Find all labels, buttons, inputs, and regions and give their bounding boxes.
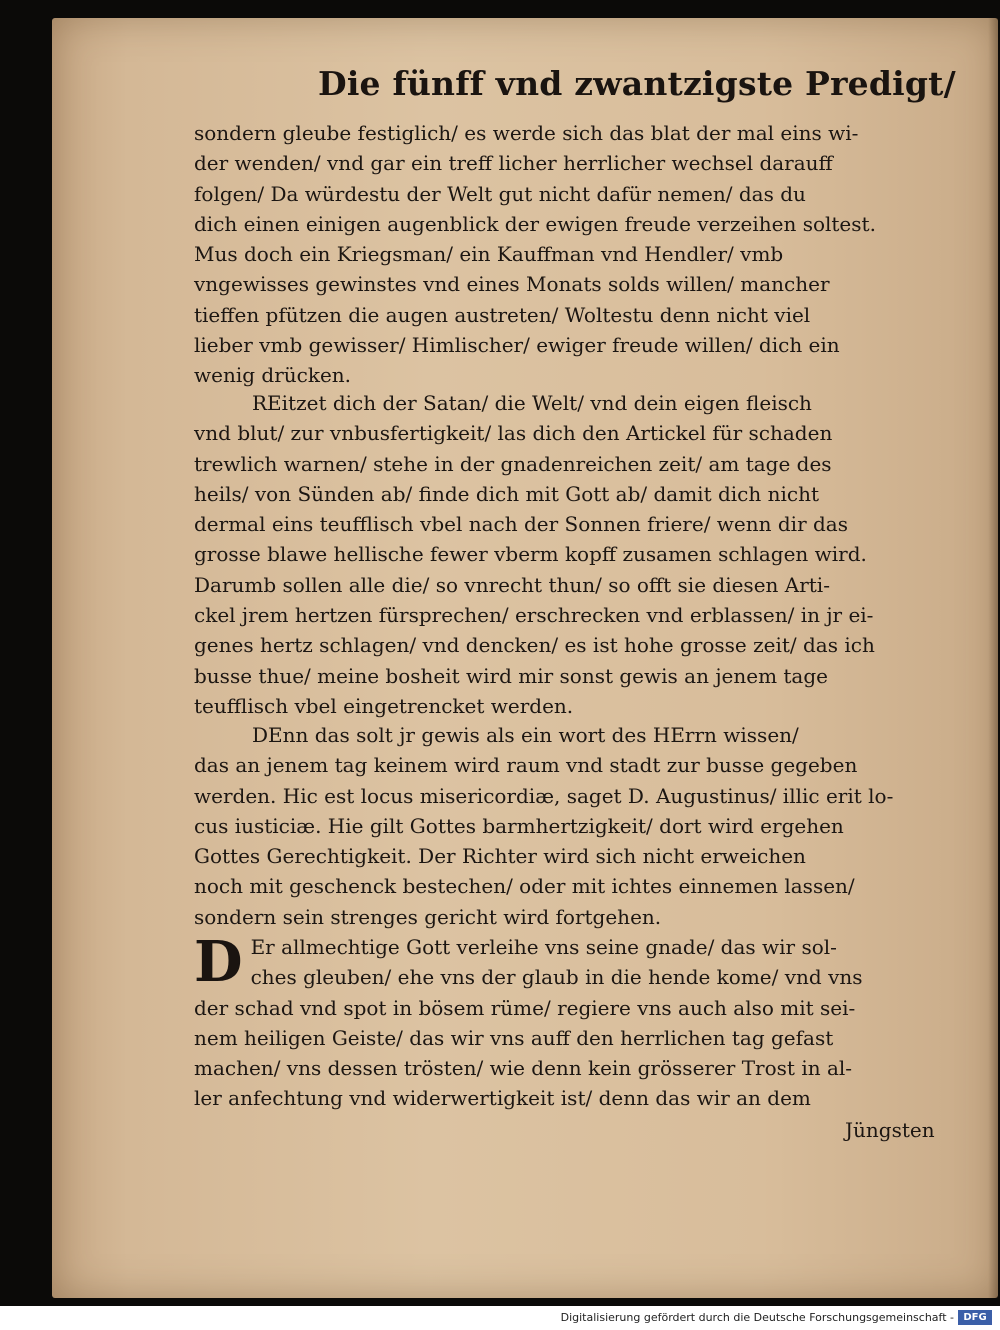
text-line: Gottes Gerechtigkeit. Der Richter wird sich nicht erweichen: [194, 844, 806, 869]
text-line: vnd blut/ zur vnbusfertigkeit/ las dich den Artickel für schaden: [194, 421, 833, 446]
text-line: der wenden/ vnd gar ein treff licher herrlicher wechsel darauff: [194, 151, 833, 176]
text-line: DEnn das solt jr gewis als ein wort des HErrn wissen/: [252, 723, 799, 747]
paragraph-2: [194, 388, 914, 721]
text-line: Er allmechtige Gott verleihe vns seine gnade/ das wir sol-: [250, 935, 837, 959]
text-line: busse thue/ meine bosheit wird mir sonst gewis an jenem tage: [194, 663, 828, 688]
text-line: Mus doch ein Kriegsman/ ein Kauffman vnd Hendler/ vmb: [194, 242, 784, 267]
text-line: REitzet dich der Satan/ die Welt/ vnd dein eigen fleisch: [252, 391, 812, 415]
text-line: ler anfechtung vnd widerwertigkeit ist/ denn das wir an dem: [194, 1086, 811, 1111]
drop-cap: D: [194, 929, 243, 995]
digitization-footer: [0, 1306, 1000, 1330]
text-line: dermal eins teufflisch vbel nach der Sonnen friere/ wenn dir das: [194, 512, 848, 537]
dfg-logo-icon: DFG: [958, 1310, 992, 1325]
text-line: Darumb sollen alle die/ so vnrecht thun/ so offt sie diesen Arti-: [194, 572, 830, 597]
text-line: lieber vmb gewisser/ Himlischer/ ewiger freude willen/ dich ein: [194, 333, 840, 358]
text-line: der schad vnd spot in bösem rüme/ regiere vns auch also mit sei-: [194, 995, 856, 1020]
paragraph-1: [194, 118, 914, 391]
text-line: sondern sein strenges gericht wird fortgehen.: [194, 904, 662, 929]
text-line: werden. Hic est locus misericordiæ, saget D. Augustinus/ illic erit lo-: [194, 783, 894, 808]
text-line: machen/ vns dessen trösten/ wie denn kein grösserer Trost in al-: [194, 1056, 853, 1081]
text-line: trewlich warnen/ stehe in der gnadenreichen zeit/ am tage des: [194, 451, 832, 476]
page-title: Die fünff vnd zwantzigste Predigt/: [318, 64, 956, 103]
text-line: das an jenem tag keinem wird raum vnd stadt zur busse gegeben: [194, 753, 858, 778]
text-line: folgen/ Da würdestu der Welt gut nicht dafür nemen/ das du: [194, 181, 806, 206]
text-line: sondern gleube festiglich/ es werde sich das blat der mal eins wi-: [194, 121, 859, 145]
page-gutter-shadow: [988, 18, 998, 1298]
text-line: wenig drücken.: [194, 363, 352, 388]
text-line: tieffen pfützen die augen austreten/ Woltestu denn nicht viel: [194, 302, 811, 327]
text-line: nem heiligen Geiste/ das wir vns auff den herrlichen tag gefast: [194, 1025, 834, 1050]
text-line: heils/ von Sünden ab/ finde dich mit Gott ab/ damit dich nicht: [194, 481, 820, 506]
text-line: teufflisch vbel eingetrencket werden.: [194, 693, 574, 718]
footer-credit: Digitalisierung gefördert durch die Deutsche Forschungsgemeinschaft -: [560, 1311, 954, 1324]
text-line: dich einen einigen augenblick der ewigen freude verzeihen soltest.: [194, 211, 876, 236]
text-line: genes hertz schlagen/ vnd dencken/ es ist hohe grosse zeit/ das ich: [194, 633, 875, 658]
paragraph-3: [194, 720, 914, 932]
text-line: vngewisses gewinstes vnd eines Monats solds willen/ mancher: [194, 272, 830, 297]
catchword: Jüngsten: [845, 1118, 935, 1142]
paragraph-4: [194, 929, 914, 1114]
text-line: ckel jrem hertzen fürsprechen/ erschrecken vnd erblassen/ in jr ei-: [194, 603, 874, 628]
text-line: cus iusticiæ. Hie gilt Gottes barmhertzigkeit/ dort wird ergehen: [194, 813, 844, 838]
text-line: noch mit geschenck bestechen/ oder mit ichtes einnemen lassen/: [194, 874, 855, 899]
text-line: ches gleuben/ ehe vns der glaub in die hende kome/ vnd vns: [250, 965, 863, 990]
text-line: grosse blawe hellische fewer vberm kopff zusamen schlagen wird.: [194, 542, 867, 567]
